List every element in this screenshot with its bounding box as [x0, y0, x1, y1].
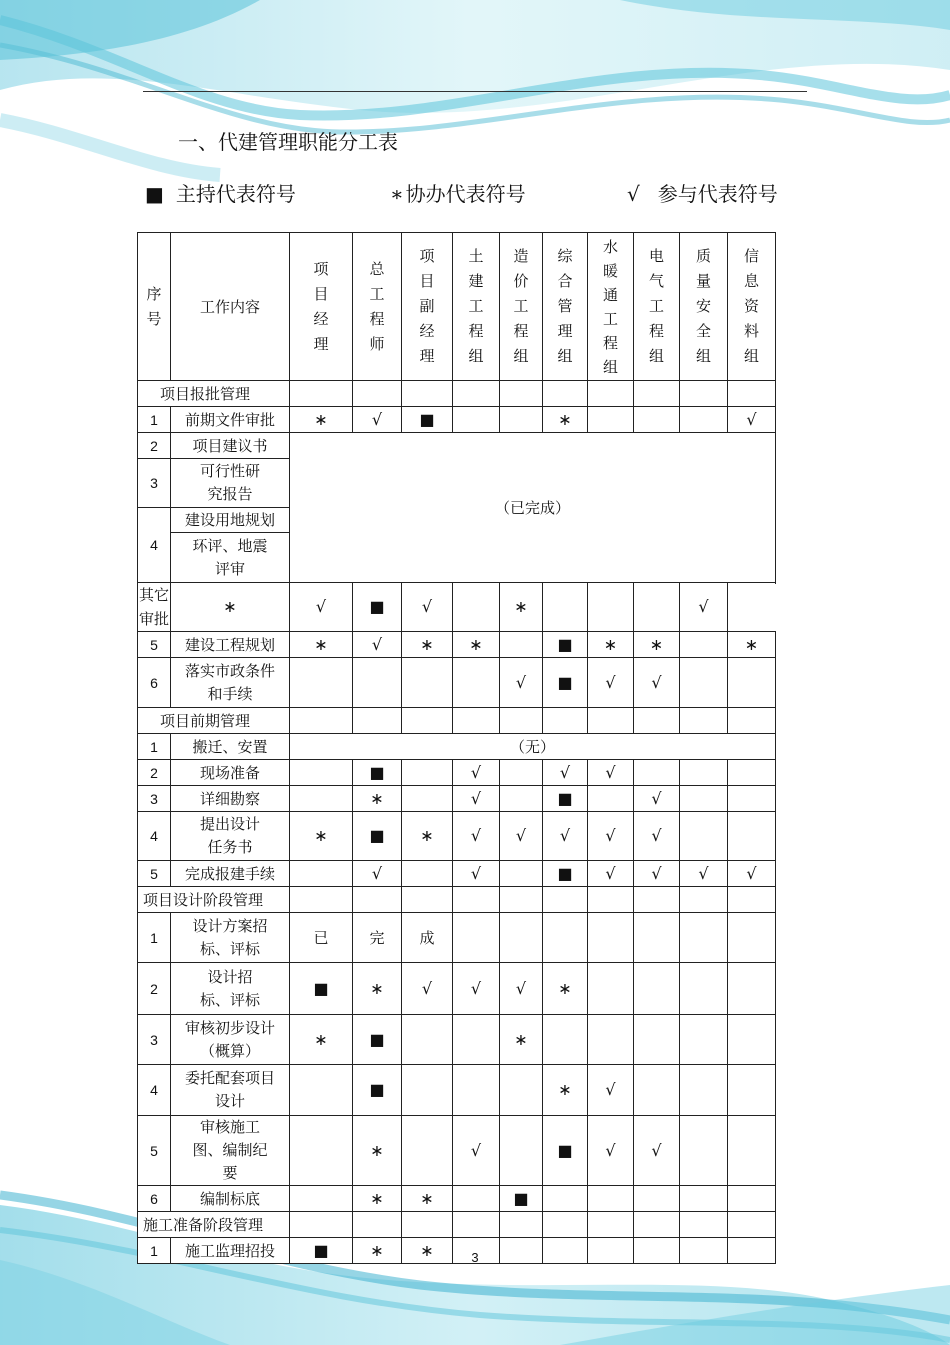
- row-task: 可行性研究报告: [171, 459, 290, 508]
- mark-cell: ■: [353, 1015, 402, 1065]
- mark-cell: ∗: [353, 1186, 402, 1212]
- mark-cell: [588, 1015, 634, 1065]
- mark-cell: ■: [353, 583, 402, 632]
- mark-cell: [588, 1186, 634, 1212]
- row-task: 详细勘察: [171, 786, 290, 812]
- table-row: [138, 913, 776, 963]
- mark-cell: √: [634, 812, 680, 861]
- row-no: 1: [138, 913, 171, 963]
- row-task: 设计方案招标、评标: [171, 913, 290, 963]
- mark-cell: [634, 913, 680, 963]
- row-task: 建设用地规划: [171, 508, 290, 533]
- mark-cell: ∗: [588, 632, 634, 658]
- mark-cell: [634, 1065, 680, 1116]
- mark-cell: [453, 913, 500, 963]
- row-task: 前期文件审批: [171, 407, 290, 433]
- mark-cell: [290, 1065, 353, 1116]
- mark-cell: [353, 658, 402, 708]
- mark-cell: √: [453, 1116, 500, 1186]
- mark-cell: [500, 913, 543, 963]
- row-task: 项目建议书: [171, 433, 290, 459]
- mark-cell: 已: [290, 913, 353, 963]
- mark-cell: √: [588, 1065, 634, 1116]
- row-task: 编制标底: [171, 1186, 290, 1212]
- row-task: 完成报建手续: [171, 861, 290, 887]
- mark-cell: [728, 812, 776, 861]
- col-role: 土建工程组: [453, 233, 500, 381]
- mark-cell: √: [453, 786, 500, 812]
- row-no: 3: [138, 459, 171, 508]
- mark-cell: [500, 1065, 543, 1116]
- mark-cell: √: [353, 407, 402, 433]
- table-row: [138, 1116, 776, 1186]
- row-no: 3: [138, 1015, 171, 1065]
- mark-cell: √: [634, 861, 680, 887]
- mark-cell: √: [728, 407, 776, 433]
- section-row: [138, 708, 776, 734]
- table-row: [138, 1186, 776, 1212]
- mark-cell: [680, 1116, 728, 1186]
- row-no: 4: [138, 1065, 171, 1116]
- mark-cell: [680, 1015, 728, 1065]
- mark-cell: ∗: [402, 812, 453, 861]
- row-task: 审核施工图、编制纪要: [171, 1116, 290, 1186]
- mark-cell: [453, 583, 500, 632]
- col-role: 信息资料组: [728, 233, 776, 381]
- row-task: 设计招标、评标: [171, 963, 290, 1015]
- mark-cell: [680, 963, 728, 1015]
- table-row: [138, 734, 776, 760]
- mark-cell: √: [588, 812, 634, 861]
- mark-cell: [453, 1015, 500, 1065]
- mark-cell: ■: [543, 861, 588, 887]
- mark-cell: ∗: [500, 583, 543, 632]
- mark-cell: ∗: [402, 632, 453, 658]
- row-no: 1: [138, 1238, 171, 1264]
- col-role: 水暖通工程组: [588, 233, 634, 381]
- mark-cell: √: [353, 632, 402, 658]
- section-title: 项目报批管理: [138, 381, 290, 407]
- legend-host-label: 主持代表符号: [175, 182, 296, 206]
- mark-cell: √: [728, 861, 776, 887]
- mark-cell: ∗: [543, 1065, 588, 1116]
- row-no: 2: [138, 433, 171, 459]
- col-role: 项目副经理: [402, 233, 453, 381]
- row-task: 搬迁、安置: [171, 734, 290, 760]
- row-no: 5: [138, 632, 171, 658]
- mark-cell: ∗: [402, 1238, 453, 1264]
- mark-cell: ■: [543, 786, 588, 812]
- legend-participate-label: 参与代表符号: [657, 182, 778, 206]
- asterisk-icon: ∗: [390, 182, 404, 206]
- mark-cell: ■: [353, 1065, 402, 1116]
- mark-cell: [402, 861, 453, 887]
- mark-cell: √: [634, 786, 680, 812]
- table-row: [138, 963, 776, 1015]
- col-role: 总工程师: [353, 233, 402, 381]
- mark-cell: [728, 963, 776, 1015]
- table-row: [138, 861, 776, 887]
- mark-cell: [500, 760, 543, 786]
- mark-cell: [543, 1015, 588, 1065]
- mark-cell: [634, 407, 680, 433]
- mark-cell: √: [500, 812, 543, 861]
- mark-cell: ∗: [353, 786, 402, 812]
- mark-cell: ∗: [634, 632, 680, 658]
- table-row: [138, 632, 776, 658]
- mark-cell: √: [353, 861, 402, 887]
- mark-cell: [634, 1015, 680, 1065]
- row-no: 5: [138, 861, 171, 887]
- mark-cell: [402, 1065, 453, 1116]
- mark-cell: [680, 632, 728, 658]
- mark-cell: ■: [543, 1116, 588, 1186]
- mark-cell: [634, 1186, 680, 1212]
- mark-cell: [634, 760, 680, 786]
- row-task: 提出设计任务书: [171, 812, 290, 861]
- mark-cell: [728, 1015, 776, 1065]
- header-rule: [143, 91, 807, 92]
- mark-cell: √: [402, 963, 453, 1015]
- mark-cell: [634, 963, 680, 1015]
- table-row: [138, 583, 776, 632]
- mark-cell: [728, 658, 776, 708]
- mark-cell: √: [453, 760, 500, 786]
- table-row: [138, 433, 776, 459]
- mark-cell: √: [453, 861, 500, 887]
- mark-cell: [543, 583, 588, 632]
- mark-cell: 完: [353, 913, 402, 963]
- table-row: [138, 658, 776, 708]
- mark-cell: √: [588, 760, 634, 786]
- mark-cell: √: [500, 963, 543, 1015]
- mark-cell: ■: [290, 963, 353, 1015]
- row-no: 1: [138, 734, 171, 760]
- row-no: 4: [138, 812, 171, 861]
- table-row: [138, 812, 776, 861]
- mark-cell: [588, 786, 634, 812]
- mark-cell: [290, 1116, 353, 1186]
- page-number: 3: [471, 1250, 479, 1265]
- mark-cell: √: [543, 812, 588, 861]
- mark-cell: ∗: [353, 1238, 402, 1264]
- table-row: [138, 407, 776, 433]
- mark-cell: [543, 1186, 588, 1212]
- mark-cell: [634, 583, 680, 632]
- mark-cell: [588, 963, 634, 1015]
- mark-cell: √: [402, 583, 453, 632]
- mark-cell: ■: [402, 407, 453, 433]
- mark-cell: [728, 913, 776, 963]
- row-task: 建设工程规划: [171, 632, 290, 658]
- table-row: [138, 786, 776, 812]
- mark-cell: [728, 1116, 776, 1186]
- mark-cell: [500, 1116, 543, 1186]
- row-no: 2: [138, 963, 171, 1015]
- mark-cell: ∗: [290, 812, 353, 861]
- mark-cell: √: [680, 583, 728, 632]
- mark-cell: [290, 786, 353, 812]
- legend-assist: [390, 178, 526, 207]
- mark-cell: [500, 786, 543, 812]
- mark-cell: [680, 786, 728, 812]
- mark-cell: 成: [402, 913, 453, 963]
- mark-cell: [680, 1186, 728, 1212]
- row-task: 委托配套项目设计: [171, 1065, 290, 1116]
- mark-cell: [543, 913, 588, 963]
- mark-cell: [402, 658, 453, 708]
- mark-cell: [453, 1186, 500, 1212]
- mark-cell: ∗: [500, 1015, 543, 1065]
- mark-cell: [453, 407, 500, 433]
- mark-cell: ■: [353, 760, 402, 786]
- section-title: 项目设计阶段管理: [138, 887, 290, 913]
- table-row: [138, 760, 776, 786]
- row-no: 6: [138, 1186, 171, 1212]
- row-no: 3: [138, 786, 171, 812]
- mark-cell: [680, 1065, 728, 1116]
- legend-participate: [627, 178, 778, 207]
- square-icon: ■: [145, 182, 164, 206]
- mark-cell: [588, 583, 634, 632]
- row-task: 现场准备: [171, 760, 290, 786]
- mark-cell: [728, 786, 776, 812]
- mark-cell: [728, 1065, 776, 1116]
- section-title: 施工准备阶段管理: [138, 1212, 290, 1238]
- mark-cell: ■: [543, 632, 588, 658]
- col-role: 质量安全组: [680, 233, 728, 381]
- col-role: 项目经理: [290, 233, 353, 381]
- legend-host: [145, 178, 296, 207]
- mark-cell: √: [588, 1116, 634, 1186]
- mark-cell: ∗: [353, 1116, 402, 1186]
- mark-cell: ∗: [543, 963, 588, 1015]
- mark-cell: [680, 913, 728, 963]
- mark-cell: ∗: [290, 632, 353, 658]
- row-no: 1: [138, 407, 171, 433]
- page-heading: 一、代建管理职能分工表: [178, 130, 398, 154]
- mark-cell: √: [290, 583, 353, 632]
- table-row: [138, 1015, 776, 1065]
- mark-cell: ∗: [290, 1015, 353, 1065]
- mark-cell: √: [634, 658, 680, 708]
- mark-cell: ■: [290, 1238, 353, 1264]
- mark-cell: [453, 658, 500, 708]
- none-note: （无）: [290, 734, 776, 760]
- responsibility-table: [137, 232, 776, 1264]
- mark-cell: √: [634, 1116, 680, 1186]
- mark-cell: ■: [500, 1186, 543, 1212]
- mark-cell: ∗: [728, 632, 776, 658]
- section-title: 项目前期管理: [138, 708, 290, 734]
- mark-cell: [680, 407, 728, 433]
- col-role: 造价工程组: [500, 233, 543, 381]
- col-role: 综合管理组: [543, 233, 588, 381]
- mark-cell: [290, 658, 353, 708]
- table-row: [138, 1065, 776, 1116]
- row-task: 环评、地震评审: [171, 533, 290, 583]
- mark-cell: √: [500, 658, 543, 708]
- col-role: 电气工程组: [634, 233, 680, 381]
- mark-cell: [290, 861, 353, 887]
- row-no: 4: [138, 508, 171, 583]
- mark-cell: √: [453, 812, 500, 861]
- mark-cell: ■: [353, 812, 402, 861]
- col-content: 工作内容: [171, 233, 290, 381]
- mark-cell: [588, 913, 634, 963]
- row-no: 6: [138, 658, 171, 708]
- mark-cell: [402, 760, 453, 786]
- row-task: 其它审批: [138, 583, 171, 632]
- mark-cell: √: [680, 861, 728, 887]
- mark-cell: √: [588, 658, 634, 708]
- row-no: 5: [138, 1116, 171, 1186]
- mark-cell: ∗: [453, 632, 500, 658]
- mark-cell: [453, 1065, 500, 1116]
- mark-cell: ∗: [171, 583, 290, 632]
- mark-cell: [290, 760, 353, 786]
- col-seq: 序号: [138, 233, 171, 381]
- mark-cell: ∗: [353, 963, 402, 1015]
- mark-cell: ■: [543, 658, 588, 708]
- row-no: 2: [138, 760, 171, 786]
- row-task: 施工监理招投: [171, 1238, 290, 1264]
- legend-assist-label: 协办代表符号: [405, 182, 526, 206]
- mark-cell: [728, 1186, 776, 1212]
- mark-cell: [588, 407, 634, 433]
- mark-cell: √: [543, 760, 588, 786]
- mark-cell: [402, 786, 453, 812]
- section-row: [138, 381, 776, 407]
- mark-cell: √: [588, 861, 634, 887]
- mark-cell: [728, 760, 776, 786]
- mark-cell: ∗: [402, 1186, 453, 1212]
- mark-cell: ∗: [290, 407, 353, 433]
- mark-cell: [680, 658, 728, 708]
- mark-cell: [402, 1015, 453, 1065]
- mark-cell: [290, 1186, 353, 1212]
- row-task: 审核初步设计（概算）: [171, 1015, 290, 1065]
- mark-cell: ∗: [543, 407, 588, 433]
- mark-cell: [500, 861, 543, 887]
- row-task: 落实市政条件和手续: [171, 658, 290, 708]
- mark-cell: [680, 760, 728, 786]
- mark-cell: [402, 1116, 453, 1186]
- section-row: [138, 1212, 776, 1238]
- mark-cell: [680, 812, 728, 861]
- check-icon: √: [627, 182, 640, 206]
- mark-cell: √: [453, 963, 500, 1015]
- header-row: [138, 233, 776, 381]
- mark-cell: [500, 407, 543, 433]
- section-row: [138, 887, 776, 913]
- mark-cell: [500, 632, 543, 658]
- completed-note: （已完成）: [290, 433, 776, 583]
